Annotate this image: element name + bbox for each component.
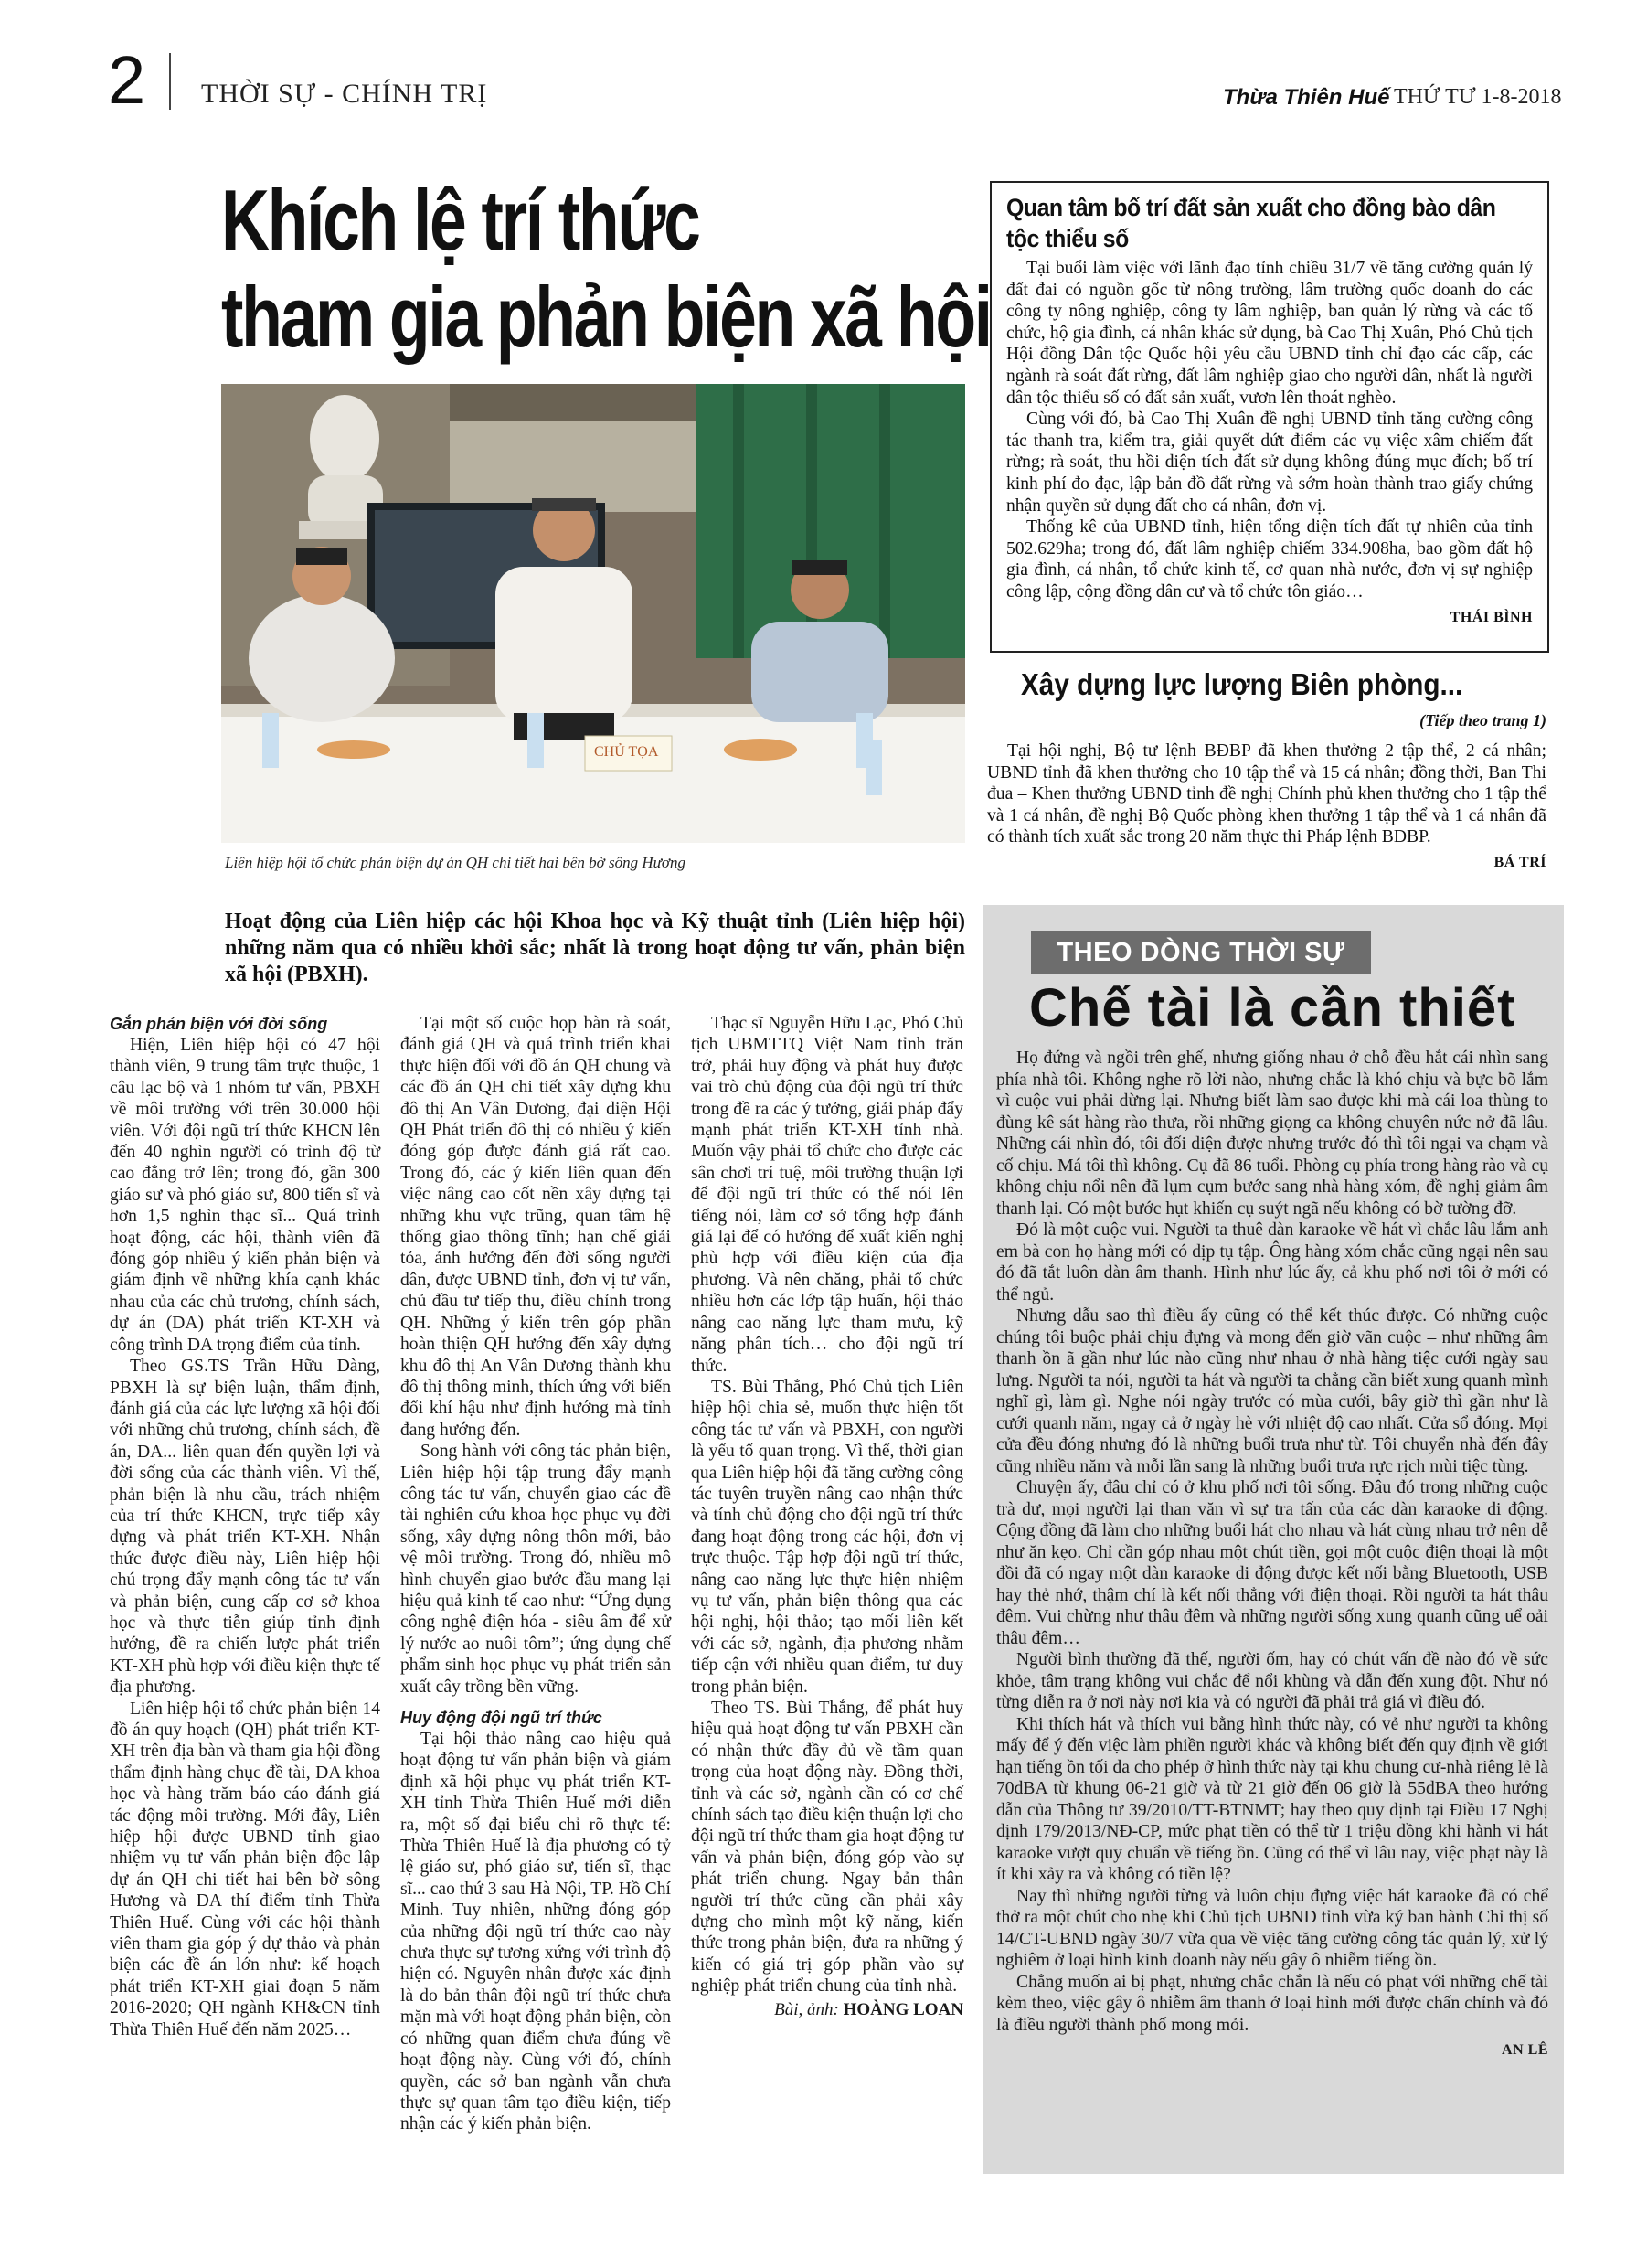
- paragraph: Nhưng dẫu sao thì điều ấy cũng có thể kết thúc được. Có những cuộc chúng tôi buộc phải chịu đựng và mong đến giờ vãn cuộc – như những âm thanh ồn ã gần như lúc nào cũng như nhau ở nhà hàng tiệc cưới ngày sau lưng. Người ta nói, người ta hát và người ta chẳng cần biết xung quanh mình nghĩ gì, làm gì. Nghe nói ngày trước có mùa cưới, bây giờ thì gần như là cưới quanh năm, ngay cả ở ngày hè với nhiệt độ cao nhất. Cửa sổ đóng. Mọi cửa đều đóng nhưng đó là những buổi trưa như từ. Tôi chuyển nhà đến đây cũng nhiều năm và mỗi lần sang là những buổi trưa rực rịch mùi tiệc tùng.: [996, 1306, 1548, 1476]
- meeting-photo-illustration: [221, 384, 965, 843]
- section-title: THỜI SỰ - CHÍNH TRỊ: [201, 79, 488, 109]
- paragraph: Liên hiệp hội tổ chức phản biện 14 đồ án quy hoạch (QH) phát triển KT-XH trên địa bàn và tham gia hội đồng thẩm định hàng chục đề tài, DA khoa học và hàng trăm báo cáo đánh giá tác động môi trường. Mới đây, Liên hiệp hội được UBND tỉnh giao nhiệm vụ tư vấn phản biện độc lập dự án QH chi tiết hai bên bờ sông Hương và DA thí điểm tỉnh Thừa Thiên Huế. Cùng với các hội thành viên tham gia góp ý dự thảo và phản biện các đề án lớn như: kế hoạch phát triển KT-XH giai đoạn 5 năm 2016-2020; QH ngành KH&CN tỉnh Thừa Thiên Huế đến năm 2025…: [110, 1698, 381, 2039]
- main-headline: [221, 172, 991, 366]
- paragraph: Thạc sĩ Nguyễn Hữu Lạc, Phó Chủ tịch UBMTTQ Việt Nam tỉnh trăn trở, phải huy động và phát huy được vai trò chủ động của đội ngũ trí thức trong đề ra các ý tưởng, giải pháp đẩy mạnh phát triển KT-XH tỉnh nhà. Muốn vậy phải tổ chức cho được các sân chơi trí tuệ, môi trường thuận lợi để đội ngũ trí thức có thể nói lên tiếng nói, làm cơ sở tổng hợp đánh giá lại để có hướng để xuất kiến nghị phù hợp với điều kiện của địa phương. Và nên chăng, phải tổ chức nhiều hơn các lớp tập huấn, hội thảo nâng cao năng lực tham mưu, kỹ năng phân tích… cho đội ngũ trí thức.: [691, 1014, 963, 1376]
- commentary-body: [996, 1048, 1548, 2061]
- paragraph: Thống kê của UBND tỉnh, hiện tổng diện tích đất tự nhiên của tỉnh 502.629ha; trong đó, đất lâm nghiệp chiếm 334.908ha, bao gồm đất hộ gia đình, cá nhân, tổ chức kinh tế, cơ quan nhà nước, đơn vị sự nghiệp công lập, cộng đồng dân cư và tổ chức tôn giáo…: [1006, 517, 1533, 602]
- bienphong-body: [987, 740, 1546, 874]
- box-headline: Quan tâm bố trí đất sản xuất cho đồng bào dân tộc thiểu số: [1006, 194, 1496, 252]
- subheading: Gắn phản biện với đời sống: [110, 1015, 328, 1033]
- meeting-photo: [221, 384, 965, 843]
- paragraph: Đó là một cuộc vui. Người ta thuê dàn karaoke về hát vì chắc lâu lắm anh em bà con họ hàng mới có dịp tụ tập. Ông hàng xóm chắc cũng ngại nên sau đó đã tắt luôn dàn âm thanh. Hình như lúc ấy, cả khu phố nơi tôi ở mới có thể ngủ.: [996, 1220, 1548, 1304]
- paragraph: Cùng với đó, bà Cao Thị Xuân đề nghị UBND tỉnh tăng cường công tác thanh tra, kiểm tra, giải quyết dứt điểm các vụ việc xâm chiếm đất rừng; rà soát, thu hồi diện tích đất sử dụng không đúng mục đích; bố trí kinh phí đo đạc, lập bản đồ đất rừng và sớm hoàn thành trao giấy chứng nhận quyền sử dụng đất cho cá nhân, đơn vị.: [1006, 410, 1533, 516]
- paragraph: Người bình thường đã thế, người ốm, hay có chút vấn đề nào đó về sức khỏe, tâm trạng không vui chắc để nổi khùng và dẫn đến xung đột. Như nó từng diễn ra ở nơi này nơi kia và có người đã phải trả giá vì điều đó.: [996, 1650, 1548, 1712]
- newspaper-name: Thừa Thiên Huế: [1223, 85, 1390, 110]
- paragraph: Tại hội thảo nâng cao hiệu quả hoạt động tư vấn phản biện và giám định xã hội phục vụ phát triển KT-XH tỉnh Thừa Thiên Huế mới diễn ra, một số đại biểu chỉ rõ thực tế: Thừa Thiên Huế là địa phương có tỷ lệ giáo sư, phó giáo sư, tiến sĩ, thạc sĩ... cao thứ 3 sau Hà Nội, TP. Hồ Chí Minh. Tuy nhiên, những đóng góp của những đội ngũ trí thức cao này chưa thực sự tương xứng với trình độ hiện có. Nguyên nhân được xác định là do bản thân đội ngũ trí thức chưa mặn mà với hoạt động phản biện, còn có những quan điểm chưa đúng về hoạt động này. Cùng với đó, chính quyền, các sở ban ngành vẫn chưa thực sự quan tâm tạo điều kiện, tiếp nhận các ý kiến phản biện.: [400, 1730, 671, 2135]
- paragraph: Khi thích hát và thích vui bằng hình thức này, có vẻ như người ta không mấy để ý đến việc làm phiền người khác và không biết đến quy định về giới hạn tiếng ồn tối đa cho phép ở hình thức này tại khu chung cư-nhà riêng lẻ là 70dBA từ khung 06-21 giờ và từ 21 giờ đến 06 giờ là 55dBA theo hướng dẫn của Thông tư 39/2010/TT-BTNMT; hay theo quy định tại Điều 17 Nghị định 179/2013/NĐ-CP, mức phạt tiền có thể từ 1 triệu đồng khi hành vi hát karaoke vượt quy chuẩn về tiếng ồn. Cũng có thể vì lâu nay, việc phạt này là ít khi xảy ra và không có tiền lệ?: [996, 1714, 1548, 1884]
- continued-from-note: (Tiếp theo trang 1): [1419, 711, 1546, 729]
- header-divider: [169, 53, 171, 110]
- paragraph: Chẳng muốn ai bị phạt, nhưng chắc chắn là nếu có phạt với những chế tài kèm theo, việc gây ô nhiễm âm thanh ở loại hình mới được chấn chỉnh và đó là điều người thành phố mong mỏi.: [996, 1972, 1548, 2035]
- paragraph: Hiện, Liên hiệp hội có 47 hội thành viên, 9 trung tâm trực thuộc, 1 câu lạc bộ và 1 nhóm tư vấn, PBXH về môi trường với trên 30.000 hội viên. Với đội ngũ trí thức KHCN lên đến 40 nghìn người có trình độ từ cao đẳng trở lên; trong đó, gần 300 giáo sư và phó giáo sư, 800 tiến sĩ và hơn 1,5 nghìn thạc sĩ... Quá trình hoạt động, các hội, thành viên đã đóng góp nhiều ý kiến phản biện và giám định về những khía cạnh khác nhau của các chủ trương, chính sách, dự án (DA) phát triển KT-XH và công trình DA trọng điểm của tỉnh.: [110, 1036, 380, 1355]
- commentary-author: AN LÊ: [1502, 2042, 1548, 2058]
- page-number: 2: [108, 42, 146, 118]
- article-column-1: [110, 1013, 380, 2040]
- paragraph: Tại hội nghị, Bộ tư lệnh BĐBP đã khen thưởng 2 tập thể, 2 cá nhân; UBND tỉnh đã khen thưởng cho 10 tập thể và 15 cá nhân; đồng thời, Ban Thi đua – Khen thưởng UBND tỉnh đề nghị Chính phủ khen thưởng cho 1 tập thể và 1 cá nhân, đề nghị Bộ Quốc phòng khen thưởng 1 tập thể và 1 cá nhân đã có thành tích xuất sắc trong 20 năm thực thi Pháp lệnh BĐBP.: [987, 741, 1546, 847]
- paragraph: Họ đứng và ngồi trên ghế, nhưng giống nhau ở chỗ đều hắt cái nhìn sang phía nhà tôi. Không nghe rõ lời nào, nhưng chắc là khó chịu và bực bõ lắm vì cuộc vui phải dừng lại. Nhưng biết làm sao được khi mà cái loa thùng to đùng kê sát hàng rào thưa, rồi những giọng ca không chuyên nức nở đã lâu. Những cái nhìn đó, tôi đối diện được nhưng trước đó thì tôi ngại va chạm và cố chịu. Má tôi thì không. Cụ đã 86 tuổi. Phòng cụ phía trong hàng rào và cụ không chịu nổi nên đã lụm cụm bước sang nhà hàng xóm, đề nghị giảm âm thanh lại. Có một bước hụt khiến cụ suýt ngã nếu không có bờ tường đỡ.: [996, 1049, 1548, 1219]
- box-body: [1006, 258, 1533, 628]
- bienphong-headline: Xây dựng lực lượng Biên phòng...: [1021, 667, 1463, 701]
- paragraph: TS. Bùi Thắng, Phó Chủ tịch Liên hiệp hội chia sẻ, muốn thực hiện tốt công tác tư vấn và PBXH, con người là yếu tố quan trọng. Vì thế, thời gian qua Liên hiệp hội đã tăng cường công tác tuyên truyền nâng cao nhận thức và tính chủ động cho đội ngũ trí thức đang hoạt động trong các hội, đơn vị trực thuộc. Tập hợp đội ngũ trí thức, nâng cao năng lực thực hiện nhiệm vụ tư vấn, phản biện thông qua các hội nghị, hội thảo; tạo mối liên kết với các sở, ngành, địa phương nhằm tiếp cận với nhiều quan điểm, tư duy trong phản biện.: [691, 1377, 963, 1697]
- commentary-label: THEO DÒNG THỜI SỰ: [1031, 931, 1371, 974]
- paragraph: Chuyện ấy, đâu chỉ có ở khu phố nơi tôi sống. Đâu đó trong những cuộc trà dư, mọi người lại than văn vì sự tra tấn của các dàn karaoke di động. Cộng đồng đã làm cho những buổi hát cho nhau và hát cùng nhau trở nên dễ như ăn kẹo. Chỉ cần góp nhau một chút tiền, gọi một cuộc điện thoại là một đồi đã có ngay một dàn karaoke di động được kết nối bằng Bluetooth, USB hay thẻ nhớ, thậm chí là kết nối thẳng với điện thoại. Rồi người ta hát thâu đêm. Vui chừng như thâu đêm và những người sống xung quanh cũng uể oải thâu đêm…: [996, 1478, 1548, 1648]
- subheading: Huy động đội ngũ trí thức: [400, 1709, 602, 1727]
- commentary-headline: Chế tài là cần thiết: [1029, 978, 1516, 1038]
- article-column-3: [691, 1013, 963, 2020]
- article-byline: [691, 1999, 963, 2020]
- paragraph: Tại buổi làm việc với lãnh đạo tỉnh chiều 31/7 về tăng cường quản lý đất đai có nguồn gốc từ nông trường, lâm trường quốc doanh do các công ty nông nghiệp, công ty lâm nghiệp, ban quản lý rừng và các tổ chức, hộ gia đình, cá nhân khác sử dụng, bà Cao Thị Xuân, Phó Chủ tịch Hội đồng Dân tộc Quốc hội yêu cầu UBND tỉnh chỉ đạo các cấp, các ngành rà soát đất rừng, đất lâm nghiệp giao cho người dân, nhất là người dân tộc thiểu số có đất sản xuất, vươn lên thoát nghèo.: [1006, 259, 1533, 408]
- paragraph: Song hành với công tác phản biện, Liên hiệp hội tập trung đẩy mạnh công tác tư vấn, chuyển giao các đề tài nghiên cứu khoa học phục vụ đời sống, xây dựng nông thôn mới, bảo vệ môi trường. Trong đó, nhiều mô hình chuyển giao bước đầu mang lại hiệu quả kinh tế cao như: “Ứng dụng công nghệ điện hóa - siêu âm để xử lý nước ao nuôi tôm”; ứng dụng chế phẩm sinh học phục vụ phát triển sản xuất cây trồng bền vững.: [400, 1442, 671, 1697]
- boxed-news-story: [990, 181, 1549, 653]
- byline-author: HOÀNG LOAN: [843, 1999, 963, 2019]
- paragraph: Theo GS.TS Trần Hữu Dàng, PBXH là sự biện luận, thẩm định, đánh giá của các lực lượng xã hội đối với những chủ trương, chính sách, đề án, DA... liên quan đến quyền lợi và đời sống của các thành viên. Vì thế, phản biện là nhu cầu, trách nhiệm của trí thức KHCN, trực tiếp xây dựng và phát triển KT-XH. Nhận thức được điều này, Liên hiệp hội chú trọng đẩy mạnh công tác tư vấn và phản biện, cung cấp cơ sở khoa học và thực tiễn giúp tỉnh định hướng, đề ra chiến lược phát triển KT-XH phù hợp với điều kiện thực tế địa phương.: [110, 1357, 380, 1698]
- paragraph: Tại một số cuộc họp bàn rà soát, đánh giá QH và quá trình triển khai thực hiện đối với đồ án QH chung và các đồ án QH chi tiết xây dựng khu đô thị An Vân Dương, đại diện Hội QH Phát triển đô thị có nhiều ý kiến đóng góp được đánh giá rất cao. Trong đó, các ý kiến liên quan đến việc nâng cao cốt nền xây dựng tại những khu vực trũng, quan tâm hệ thống giao thông tĩnh; hạn chế giải tỏa, ảnh hưởng đến đời sống người dân, được UBND tỉnh, đơn vị tư vấn, chủ đầu tư tiếp thu, điều chỉnh trong QH. Những ý kiến trên góp phần hoàn thiện QH hướng đến xây dựng khu đô thị An Vân Dương thành khu đô thị thông minh, thích ứng với biến đổi khí hậu như định hướng mà tỉnh đang hướng đến.: [400, 1014, 671, 1440]
- article-lead: Hoạt động của Liên hiệp các hội Khoa học và Kỹ thuật tỉnh (Liên hiệp hội) những năm qua có nhiều khởi sắc; nhất là trong hoạt động tư vấn, phản biện xã hội (PBXH).: [225, 910, 965, 986]
- paragraph: Nay thì những người từng và luôn chịu đựng việc hát karaoke đã có chể thở ra một chút cho nhẹ khi Chủ tịch UBND tỉnh vừa ký ban hành Chỉ thị số 14/CT-UBND ngày 30/7 vừa qua về việc tăng cường công tác quản lý, xử lý nghiêm ở loại hình kinh doanh này nếu gây ô nhiễm tiếng ồn.: [996, 1886, 1548, 1970]
- headline-line-2: tham gia phản biện xã hội: [221, 269, 991, 365]
- byline-prefix: Bài, ảnh:: [774, 1999, 839, 2019]
- name-plate-label: CHỦ TỌA: [594, 744, 659, 760]
- headline-line-1: Khích lệ trí thức: [221, 172, 699, 268]
- box-author: THÁI BÌNH: [1450, 609, 1533, 625]
- bienphong-author: BÁ TRÍ: [1493, 854, 1546, 870]
- issue-date: THỨ TƯ 1-8-2018: [1394, 85, 1562, 109]
- paragraph: Theo TS. Bùi Thắng, để phát huy hiệu quả hoạt động tư vấn PBXH cần có nhận thức đầy đủ về tầm quan trọng của hoạt động này. Đồng thời, tỉnh và các sở, ngành cần có cơ chế chính sách tạo điều kiện thuận lợi cho đội ngũ trí thức tham gia hoạt động tư vấn và phản biện, đóng góp vào sự phát triển chung. Ngay bản thân người trí thức cũng cần phải xây dựng cho mình một kỹ năng, kiến thức trong phản biện, đưa ra những ý kiến có giá trị góp phần vào sự nghiệp phát triển chung của tỉnh nhà.: [691, 1698, 963, 1996]
- photo-caption: Liên hiệp hội tổ chức phản biện dự án QH chi tiết hai bên bờ sông Hương: [225, 854, 685, 871]
- article-column-2: [400, 1013, 671, 2135]
